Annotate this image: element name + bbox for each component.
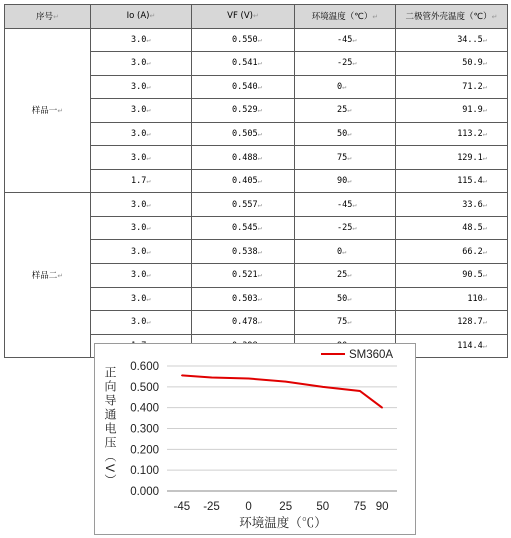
table-cell: 0.538↵ <box>192 240 295 264</box>
data-point <box>211 377 213 379</box>
data-point <box>359 390 361 392</box>
table-cell: 50.9↵ <box>396 52 508 76</box>
data-point <box>181 375 183 377</box>
table-cell: 114.4↵ <box>396 334 508 358</box>
table-cell: 34..5↵ <box>396 28 508 52</box>
header-cell: 二极管外壳温度（℃）↵ <box>396 5 508 29</box>
measurement-table <box>4 4 508 358</box>
x-tick-label: -45 <box>173 501 191 513</box>
table-cell: 3.0↵ <box>91 240 192 264</box>
y-tick-label: 0.400 <box>130 402 159 415</box>
table-cell: 3.0↵ <box>91 264 192 288</box>
table-cell: 25↵ <box>295 99 396 123</box>
table-cell: 3.0↵ <box>91 75 192 99</box>
table-cell: 0.405↵ <box>192 169 295 193</box>
header-cell: Io (A)↵ <box>91 5 192 29</box>
table-header-row <box>5 5 508 29</box>
table-cell: 3.0↵ <box>91 311 192 335</box>
table-cell: 48.5↵ <box>396 216 508 240</box>
table-cell: 3.0↵ <box>91 122 192 146</box>
table-cell: 75↵ <box>295 146 396 170</box>
table-cell: 3.0↵ <box>91 287 192 311</box>
table-cell: 33.6↵ <box>396 193 508 217</box>
table-cell: 0.478↵ <box>192 311 295 335</box>
table-cell: 0.557↵ <box>192 193 295 217</box>
series-line <box>182 375 382 407</box>
table-cell: 50↵ <box>295 122 396 146</box>
data-point <box>381 407 383 409</box>
y-axis-title: 正向导通电压（V） <box>103 366 117 489</box>
table-cell: 0.545↵ <box>192 216 295 240</box>
table-cell: 1.7↵ <box>91 169 192 193</box>
table-cell: 113.2↵ <box>396 122 508 146</box>
header-cell: 序号↵ <box>5 5 91 29</box>
table-cell: 71.2↵ <box>396 75 508 99</box>
y-tick-label: 0.600 <box>130 361 159 373</box>
table-cell: -25↵ <box>295 52 396 76</box>
x-tick-label: 75 <box>353 501 367 513</box>
line-chart <box>95 344 415 534</box>
x-axis-title: 环境温度（℃） <box>239 516 327 530</box>
data-point <box>285 381 287 383</box>
y-tick-label: 0.500 <box>130 381 159 394</box>
chart-container <box>94 343 416 535</box>
table-cell: 3.0↵ <box>91 216 192 240</box>
table-cell: 0.550↵ <box>192 28 295 52</box>
data-point <box>322 386 324 388</box>
table-cell: 0.488↵ <box>192 146 295 170</box>
table-cell: 3.0↵ <box>91 146 192 170</box>
table-cell: 0.521↵ <box>192 264 295 288</box>
table-cell: 75↵ <box>295 311 396 335</box>
table-cell: -25↵ <box>295 216 396 240</box>
table-row <box>5 28 508 52</box>
table-cell: 66.2↵ <box>396 240 508 264</box>
x-tick-label: 0 <box>245 501 252 513</box>
table-cell: 90↵ <box>295 169 396 193</box>
sample-label-cell: 样品二↵ <box>5 193 91 358</box>
header-cell: VF (V)↵ <box>192 5 295 29</box>
table-cell: 3.0↵ <box>91 99 192 123</box>
table-cell: 0↵ <box>295 240 396 264</box>
table-cell: 110↵ <box>396 287 508 311</box>
data-point <box>248 378 250 380</box>
x-tick-label: 25 <box>279 501 293 513</box>
y-tick-label: 0.000 <box>130 486 159 498</box>
table-cell: 0.503↵ <box>192 287 295 311</box>
legend-label: SM360A <box>349 349 394 361</box>
table-cell: 115.4↵ <box>396 169 508 193</box>
table-cell: 129.1↵ <box>396 146 508 170</box>
y-tick-label: 0.300 <box>130 423 159 436</box>
table-cell: -45↵ <box>295 28 396 52</box>
x-tick-label: -25 <box>203 501 220 513</box>
y-tick-label: 0.100 <box>130 465 159 478</box>
table-row <box>5 193 508 217</box>
table-cell: 0.529↵ <box>192 99 295 123</box>
table-cell: 0.505↵ <box>192 122 295 146</box>
table-cell: 0.541↵ <box>192 52 295 76</box>
table-cell: 50↵ <box>295 287 396 311</box>
y-tick-label: 0.200 <box>130 444 159 457</box>
x-tick-label: 90 <box>375 501 389 513</box>
sample-label-cell: 样品一↵ <box>5 28 91 193</box>
table-cell: 128.7↵ <box>396 311 508 335</box>
table-cell: 25↵ <box>295 264 396 288</box>
x-tick-label: 50 <box>316 501 330 513</box>
table-cell: 91.9↵ <box>396 99 508 123</box>
table-cell: 0.540↵ <box>192 75 295 99</box>
table-cell: 3.0↵ <box>91 193 192 217</box>
table-cell: 0↵ <box>295 75 396 99</box>
table-cell: 3.0↵ <box>91 28 192 52</box>
table-cell: 3.0↵ <box>91 52 192 76</box>
table-cell: 90.5↵ <box>396 264 508 288</box>
table-cell: -45↵ <box>295 193 396 217</box>
header-cell: 环境温度（℃）↵ <box>295 5 396 29</box>
